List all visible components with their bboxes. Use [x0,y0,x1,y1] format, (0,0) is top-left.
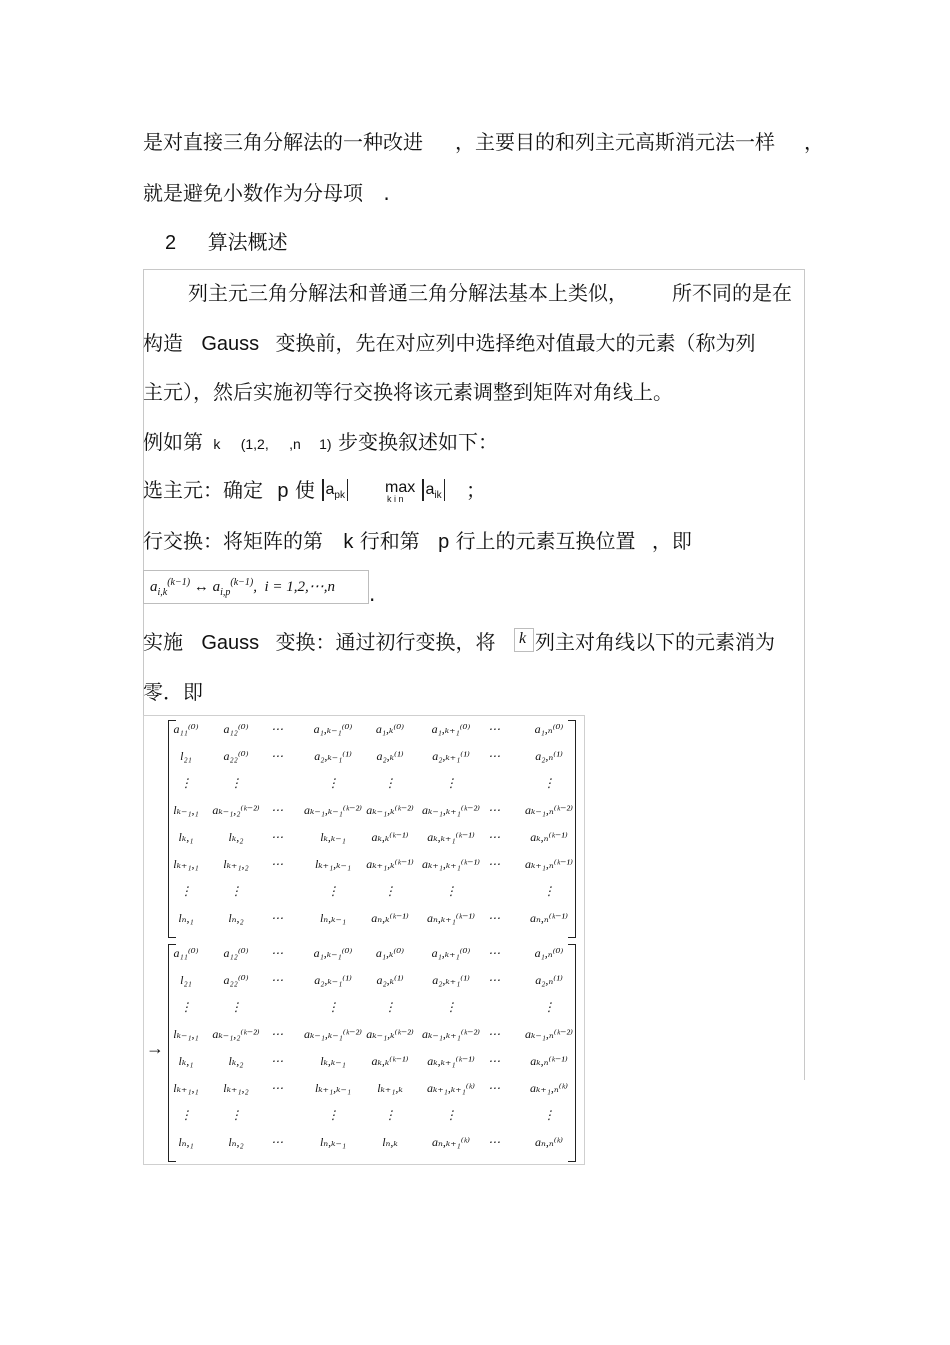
matrix1-cell: lₖ₋₁,₁ [173,803,199,817]
matrix2-cell: lₙ,ₖ [382,1135,398,1149]
para-4-e: 1) [319,436,332,452]
matrix2-cell: ⋯ [488,946,500,960]
abs-bar [444,479,446,501]
matrix2-cell: ⋯ [271,1027,283,1041]
text-line-1 [143,128,423,156]
para-2 [143,329,756,358]
matrix2-cell: aₖ,ₖ⁽ᵏ⁻¹⁾ [371,1054,409,1068]
matrix2-cell: a₁,ₖ⁽⁰⁾ [375,946,405,960]
matrix1-cell: aₖ₊₁,ₖ₊₁⁽ᵏ⁻¹⁾ [422,857,480,871]
matrix1-cell: lₙ,ₖ₋₁ [319,911,347,925]
para-8-c: 变换：通过初行变换，将 [275,630,496,654]
matrix2-cell: a₁₁⁽⁰⁾ [173,946,199,960]
para-8 [143,628,496,657]
matrix2-cell: l₂₁ [180,973,192,987]
matrix2-cell: lₖ₊₁,ₖ [377,1081,403,1095]
matrix1-cell: ⋮ [384,776,396,790]
matrix1-cell: ⋯ [271,722,283,736]
para-2-gauss: Gauss [201,333,260,355]
para-8-a: 实施 [143,630,183,654]
text-line-2 [143,179,390,207]
para-8-end [535,628,775,656]
matrix1-cell: aₖ₋₁,ₖ₊₁⁽ᵏ⁻²⁾ [422,803,480,817]
text-line-1-c: ， [804,130,824,154]
matrix2-cell: aₖ₋₁,₂⁽ᵏ⁻²⁾ [212,1027,260,1041]
matrix1-cell: a₁₂⁽⁰⁾ [223,722,249,736]
matrix2-cell: lₖ₊₁,ₖ₋₁ [314,1081,352,1095]
matrix1-cell: ⋮ [180,884,192,898]
para-4-a: 例如第 [143,430,203,454]
para-6-c: 行和第 [359,529,420,553]
matrix2-cell: ⋮ [180,1000,192,1014]
abs-bar [347,479,349,501]
matrix2-cell: ⋯ [271,1054,283,1068]
para-6-p: p [438,531,450,553]
matrix2-cell: aₖ₋₁,ₙ⁽ᵏ⁻²⁾ [525,1027,573,1041]
matrix1-cell: ⋯ [488,749,500,763]
matrix1-cell: ⋮ [445,776,457,790]
matrix2-cell: a₁,ₙ⁽⁰⁾ [534,946,564,960]
matrix1-cell: aₖ₋₁,ₖ₋₁⁽ᵏ⁻²⁾ [304,803,362,817]
para-5-a: 选主元：确定 [143,478,263,502]
section-heading [165,229,288,257]
matrix1-cell: lₖ,₁ [178,830,194,844]
matrix1-cell: ⋯ [488,911,500,925]
matrix1-cell: a₂,ₙ⁽¹⁾ [535,749,563,763]
matrix2-cell: ⋯ [271,1081,283,1095]
k-symbol-figure [514,628,534,652]
matrix1-cell: lₖ₊₁,₁ [173,857,199,871]
para-9-text: 零．即 [143,680,203,704]
para-1-b: 所不同的是在 [672,281,792,305]
matrix2-cell: a₁,ₖ₊₁⁽⁰⁾ [431,946,471,960]
matrix1-cell: ⋮ [445,884,457,898]
matrix2-cell: ⋮ [384,1108,396,1122]
matrix1-cell: ⋯ [271,803,283,817]
swap-formula-figure [143,570,369,604]
matrix1-cell: aₖ₋₁,ₙ⁽ᵏ⁻²⁾ [525,803,573,817]
para-6-f: ，即 [651,529,692,553]
k-symbol: k [519,630,527,647]
matrix2-cell: ⋮ [327,1000,339,1014]
max-range: k i n [387,494,404,504]
para-1-a: 列主元三角分解法和普通三角分解法基本上类似， [188,281,628,305]
matrix1-cell: a₂,ₖ⁽¹⁾ [376,749,404,763]
para-8-e: 列主对角线以下的元素消为 [535,630,775,654]
matrix1-cell: lₖ,₂ [228,830,244,844]
matrix1-cell: a₁,ₖ₋₁⁽⁰⁾ [313,722,353,736]
para-5-p: p [277,480,289,502]
matrix2-cell: lₖ,₂ [228,1054,244,1068]
matrix2-cell: aₖ₊₁,ₖ₊₁⁽ᵏ⁾ [426,1081,476,1095]
matrix1-cell: ⋯ [271,911,283,925]
matrix1-cell: aₖ,ₖ₊₁⁽ᵏ⁻¹⁾ [427,830,475,844]
matrix2-cell: a₂₂⁽⁰⁾ [223,973,249,987]
matrix2-cell: ⋯ [488,1081,500,1095]
matrix2-cell: ⋮ [445,1000,457,1014]
matrix2-cell: a₂,ₖ₋₁⁽¹⁾ [314,973,352,987]
matrix1-cell: a₁,ₙ⁽⁰⁾ [534,722,564,736]
matrix1-cell: ⋯ [488,803,500,817]
matrix2-cell: lₙ,₂ [228,1135,244,1149]
matrix-figure [143,715,585,1165]
matrix1-cell: ⋯ [488,722,500,736]
text-line-1b [455,128,775,156]
max-label: max [385,479,416,496]
aik-formula: $a_{ik}$ [420,476,447,510]
text-line-1-a: 是对直接三角分解法的一种改进 [143,130,423,154]
para-5 [143,476,315,505]
matrix2-cell: ⋮ [327,1108,339,1122]
para-6-e: 行上的元素互换位置 [455,529,636,553]
matrix2-cell: a₂,ₖ₊₁⁽¹⁾ [432,973,470,987]
matrix1-cell: lₖ₊₁,₂ [223,857,249,871]
matrix2-cell: ⋯ [271,946,283,960]
matrix2-cell: lₙ,₁ [178,1135,194,1149]
matrix1-cell: a₁,ₖ₊₁⁽⁰⁾ [431,722,471,736]
matrix2-cell: ⋮ [384,1000,396,1014]
matrix1-cell: ⋮ [384,884,396,898]
matrix1-cell: lₖ₊₁,ₖ₋₁ [314,857,352,871]
abs-bar [422,479,424,501]
matrix2-cell: aₖ₋₁,ₖ₋₁⁽ᵏ⁻²⁾ [304,1027,362,1041]
section-number: 2 [165,232,177,254]
matrix2-cell: a₁₂⁽⁰⁾ [223,946,249,960]
transform-arrow: → [146,1038,164,1058]
matrix1-cell: aₙ,ₖ₊₁⁽ᵏ⁻¹⁾ [427,911,475,925]
para-4-c: (1,2, [240,436,269,452]
matrix2-cell: aₖ₋₁,ₖ⁽ᵏ⁻²⁾ [366,1027,414,1041]
matrix1-cell: aₙ,ₖ⁽ᵏ⁻¹⁾ [371,911,409,925]
para-5-end [466,476,486,504]
text-line-1-b: ，主要目的和列主元高斯消元法一样 [455,130,775,154]
matrix2-cell: aₖ₋₁,ₖ₊₁⁽ᵏ⁻²⁾ [422,1027,480,1041]
max-subscript [387,494,404,504]
para-4 [143,428,498,458]
matrix1-cell: ⋮ [230,776,242,790]
matrix1-cell: ⋯ [488,830,500,844]
select-formula: $a_{pk}$ [320,476,350,510]
matrix1-cell: ⋮ [543,776,555,790]
text-line-2-a: 就是避免小数作为分母项 [143,181,363,205]
matrix2-cell: ⋯ [488,1054,500,1068]
matrix2-cell: ⋮ [180,1108,192,1122]
matrix1-cell: ⋯ [271,749,283,763]
para-5-f: ； [466,478,486,502]
matrix1-cell: aₖ₊₁,ₙ⁽ᵏ⁻¹⁾ [525,857,573,871]
swap-period-text: . [369,582,376,606]
matrix2-cell: lₖ,₁ [178,1054,194,1068]
matrix2-cell: lₙ,ₖ₋₁ [319,1135,347,1149]
matrix1-cell: a₂,ₖ₋₁⁽¹⁾ [314,749,352,763]
matrix2-cell: a₁,ₖ₋₁⁽⁰⁾ [313,946,353,960]
matrix2-cell: aₖ₊₁,ₙ⁽ᵏ⁾ [529,1081,568,1095]
matrix2-cell: lₖ,ₖ₋₁ [320,1054,346,1068]
para-6-a: 行交换：将矩阵的第 [143,529,323,553]
matrix2-cell: a₂,ₖ⁽¹⁾ [376,973,404,987]
para-8-gauss: Gauss [201,632,260,654]
matrix2-cell: ⋮ [445,1108,457,1122]
matrix2-cell: ⋯ [488,973,500,987]
matrix1-cell: a₂,ₖ₊₁⁽¹⁾ [432,749,470,763]
matrix1-cell: ⋯ [488,857,500,871]
matrix1-cell: ⋮ [327,776,339,790]
matrix2-cell: lₖ₋₁,₁ [173,1027,199,1041]
matrix2-cell: aₙ,ₖ₊₁⁽ᵏ⁾ [431,1135,470,1149]
matrix1-cell: ⋯ [271,830,283,844]
abs-bar [322,479,324,501]
para-5-c: 使 [294,478,315,502]
matrix2-cell: aₖ,ₙ⁽ᵏ⁻¹⁾ [530,1054,568,1068]
matrix2-cell: aₖ,ₖ₊₁⁽ᵏ⁻¹⁾ [427,1054,475,1068]
para-4-d: ,n [289,436,301,452]
section-title: 算法概述 [207,232,288,254]
para-6 [143,527,692,556]
matrix1-cell: ⋮ [180,776,192,790]
swap-index: i = 1,2,⋯,n [264,579,336,595]
para-4-f: 步变换叙述如下： [337,430,498,454]
matrix2-cell: lₖ₊₁,₂ [223,1081,249,1095]
matrix2-cell: ⋮ [230,1108,242,1122]
matrix2-cell: ⋯ [271,973,283,987]
matrix2-cell: a₂,ₙ⁽¹⁾ [535,973,563,987]
matrix1-cell: aₙ,ₙ⁽ᵏ⁻¹⁾ [530,911,568,925]
swap-period [369,580,375,608]
para-1 [188,279,628,307]
para-9 [143,678,203,706]
matrix2-cell: ⋮ [543,1000,555,1014]
matrix1-cell: lₖ,ₖ₋₁ [320,830,346,844]
matrix1-cell: ⋮ [230,884,242,898]
matrix1-cell: aₖ₋₁,ₖ⁽ᵏ⁻²⁾ [366,803,414,817]
matrix1-cell: lₙ,₂ [228,911,244,925]
matrix1-cell: ⋮ [327,884,339,898]
para-1b [672,279,792,307]
para-4-k: k [213,436,221,452]
matrix1-cell: a₁,ₖ⁽⁰⁾ [375,722,405,736]
matrix1-cell: a₁₁⁽⁰⁾ [173,722,199,736]
matrix2-cell: ⋯ [488,1135,500,1149]
para-3-text: 主元），然后实施初等行交换将该元素调整到矩阵对角线上。 [143,380,673,404]
matrix1-cell: lₙ,₁ [178,911,194,925]
swap-formula: $a_{i,k}^{(k-1)}$ ↔ $a_{i,p}^{(k-1)}$, i = 1,2,⋯,n [150,577,336,598]
matrix1-cell: aₖ,ₙ⁽ᵏ⁻¹⁾ [530,830,568,844]
matrix1-cell: ⋮ [543,884,555,898]
matrix1-cell: aₖ,ₖ⁽ᵏ⁻¹⁾ [371,830,409,844]
matrix2-cell: ⋯ [271,1135,283,1149]
para-2-a: 构造 [143,331,183,355]
matrix1-cell: a₂₂⁽⁰⁾ [223,749,249,763]
matrix2-cell: lₖ₊₁,₁ [173,1081,199,1095]
para-3 [143,378,673,406]
para-2-c: 变换前，先在对应列中选择绝对值最大的元素（称为列 [275,331,756,355]
text-line-2-b: . [383,181,390,205]
matrix2-cell: ⋮ [543,1108,555,1122]
matrix1-cell: aₖ₊₁,ₖ⁽ᵏ⁻¹⁾ [366,857,414,871]
matrix2-cell: ⋮ [230,1000,242,1014]
text-line-1c [804,128,824,156]
matrix1-cell: ⋯ [271,857,283,871]
matrix2-cell: aₙ,ₙ⁽ᵏ⁾ [535,1135,563,1149]
matrix1-cell: aₖ₋₁,₂⁽ᵏ⁻²⁾ [212,803,260,817]
matrix1-cell: l₂₁ [180,749,192,763]
matrix2-cell: ⋯ [488,1027,500,1041]
para-6-k: k [343,531,354,553]
